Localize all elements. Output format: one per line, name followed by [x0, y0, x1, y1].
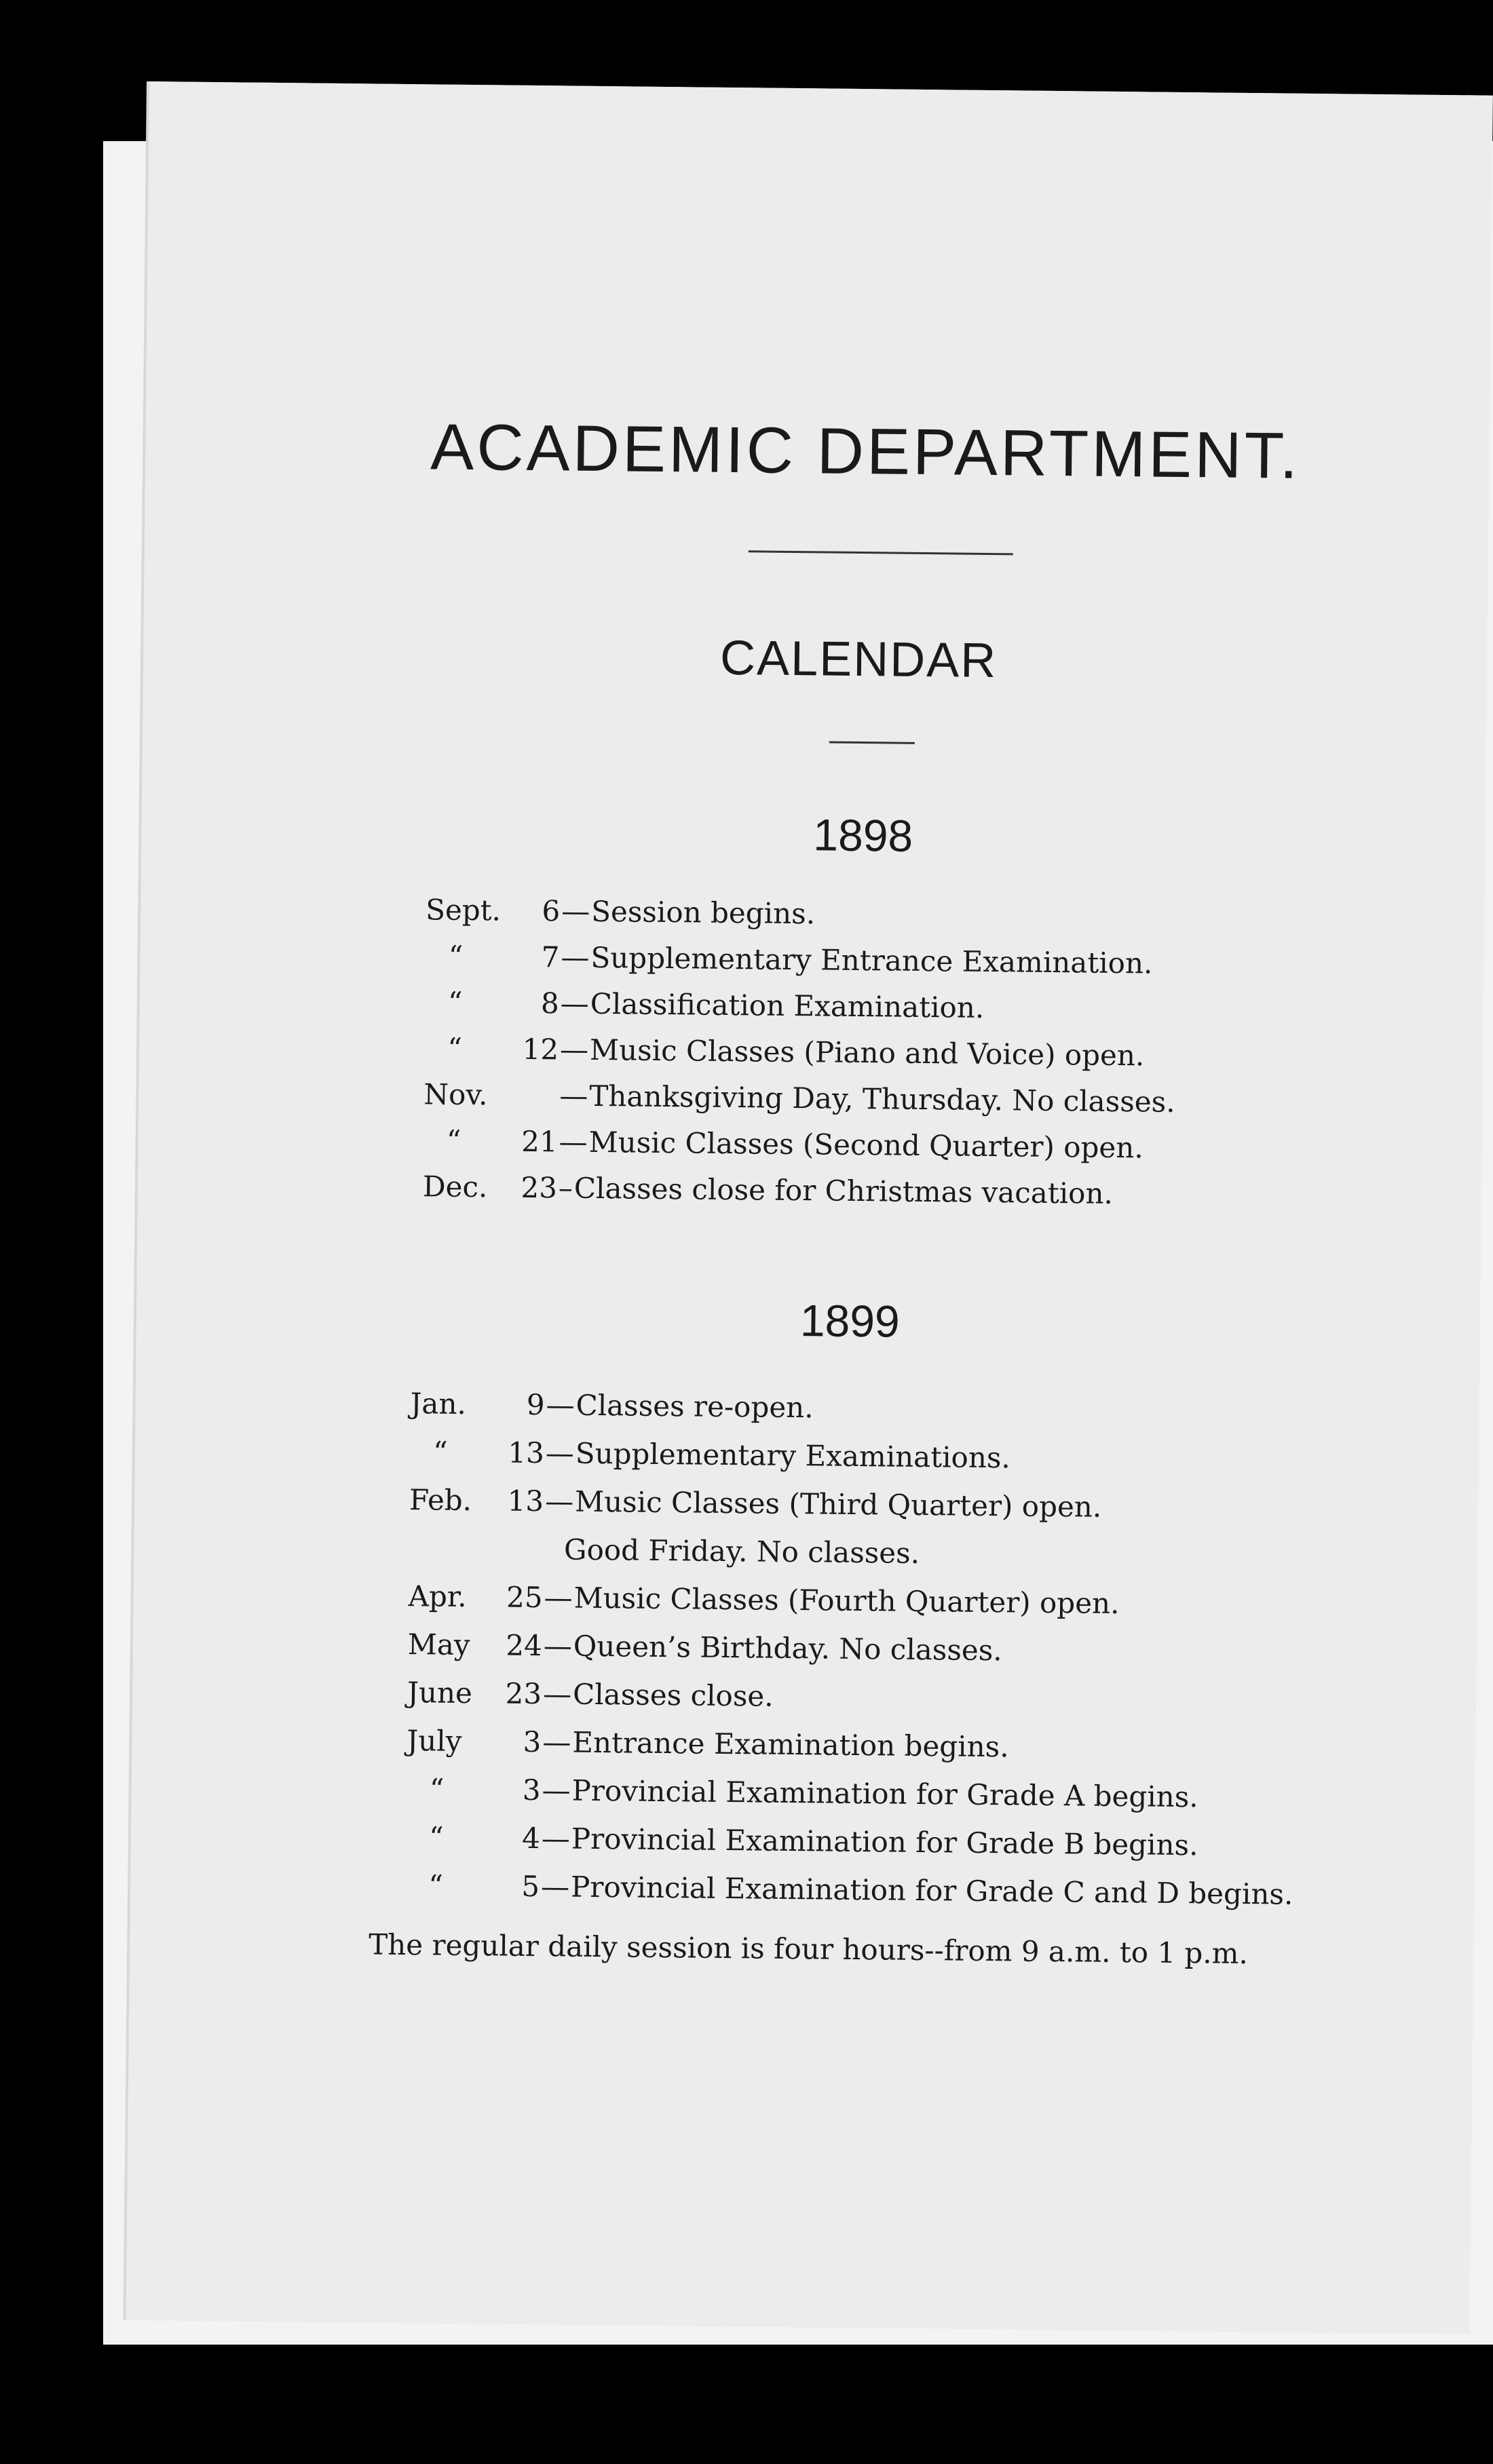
- entry-day: 8: [540, 986, 560, 1020]
- calendar-entry: [409, 1435, 1298, 1493]
- calendar-entry: [426, 893, 1177, 947]
- entry-text: Classes re-open.: [575, 1388, 814, 1425]
- entry-month: Apr.: [408, 1579, 467, 1614]
- entry-dash: —: [541, 1822, 571, 1855]
- entry-dash: —: [561, 894, 590, 928]
- entry-text: Music Classes (Fourth Quarter) open.: [573, 1581, 1120, 1621]
- entry-text: Queen’s Birthday. No classes.: [573, 1629, 1002, 1668]
- page-title: ACADEMIC DEPARTMENT.: [430, 410, 1301, 493]
- entry-dash: —: [543, 1629, 573, 1663]
- entry-text: Classes close for Christmas vacation.: [573, 1171, 1114, 1210]
- entry-month: Feb.: [409, 1483, 472, 1518]
- entry-day: 13: [508, 1436, 545, 1470]
- entry-text: Music Classes (Second Quarter) open.: [588, 1125, 1144, 1165]
- calendar-entry: [405, 1820, 1293, 1878]
- entry-text: Classes close.: [572, 1677, 774, 1713]
- calendar-entry: [407, 1676, 1296, 1733]
- entry-month: May: [407, 1628, 470, 1662]
- entry-text: Provincial Examination for Grade A begins.: [571, 1773, 1198, 1814]
- entry-dash: —: [559, 1033, 589, 1066]
- entry-dash: —: [546, 1388, 575, 1422]
- entry-day: 5: [521, 1869, 540, 1904]
- entry-day: 12: [522, 1032, 559, 1066]
- entry-text: Entrance Examination begins.: [572, 1725, 1009, 1764]
- entry-text: Thanksgiving Day, Thursday. No classes.: [589, 1079, 1175, 1119]
- entry-day: 25: [506, 1580, 543, 1615]
- entry-month: “: [429, 1772, 445, 1806]
- entry-month: Jan.: [410, 1387, 467, 1421]
- entry-month: “: [432, 1435, 448, 1469]
- entry-day: 3: [522, 1773, 541, 1807]
- calendar-entry: [425, 939, 1177, 993]
- calendar-entry: [407, 1724, 1295, 1782]
- entry-text: Supplementary Examinations.: [575, 1436, 1011, 1475]
- entry-dash: —: [542, 1677, 572, 1711]
- entry-dash: —: [544, 1581, 573, 1615]
- calendar-entry: [409, 1531, 1297, 1589]
- entry-text: Good Friday. No classes.: [563, 1533, 920, 1571]
- calendar-entry: [408, 1579, 1296, 1637]
- calendar-entry: [423, 1123, 1175, 1178]
- calendar-entry: [423, 1170, 1175, 1224]
- entry-text: Provincial Examination for Grade C and D begins.: [570, 1870, 1293, 1911]
- entry-dash: —: [559, 1125, 588, 1159]
- page-content: [126, 81, 1492, 2334]
- entry-month: “: [428, 1868, 444, 1902]
- entry-day: 3: [523, 1725, 542, 1759]
- calendar-entry: [424, 985, 1176, 1039]
- calendar-entries-1899: [405, 1387, 1298, 1926]
- entry-day: 13: [507, 1484, 544, 1518]
- entry-day: 21: [521, 1124, 558, 1159]
- entry-dash: –: [558, 1171, 573, 1205]
- entry-day: 9: [526, 1387, 545, 1422]
- entry-month: Dec.: [422, 1170, 488, 1204]
- calendar-heading: CALENDAR: [719, 630, 998, 689]
- calendar-divider: [829, 742, 915, 744]
- entry-dash: —: [540, 1870, 570, 1904]
- entry-day: [501, 1559, 543, 1560]
- entry-month: “: [446, 1123, 461, 1157]
- entry-dash: [543, 1533, 564, 1566]
- calendar-entry: [405, 1868, 1293, 1926]
- entry-day: 24: [506, 1628, 543, 1663]
- entry-month: Sept.: [425, 893, 502, 927]
- year-heading: 1899: [799, 1295, 901, 1347]
- entry-month: July: [407, 1724, 462, 1758]
- entry-month: “: [447, 985, 463, 1019]
- calendar-entry: [407, 1628, 1296, 1685]
- calendar-entry: [410, 1387, 1298, 1444]
- entry-day: 23: [505, 1676, 542, 1711]
- entry-dash: —: [545, 1436, 575, 1470]
- entry-day: 23: [521, 1170, 558, 1205]
- entry-dash: —: [542, 1773, 571, 1807]
- title-divider: [749, 550, 1013, 555]
- entry-text: Music Classes (Third Quarter) open.: [574, 1484, 1102, 1524]
- calendar-entry: [423, 1077, 1175, 1132]
- entry-month: Nov.: [423, 1077, 488, 1112]
- session-hours-note: The regular daily session is four hours--from 9 a.m. to 1 p.m.: [368, 1927, 1249, 1971]
- entry-month: “: [447, 1031, 463, 1065]
- entry-month: “: [448, 939, 464, 973]
- entry-dash: —: [542, 1725, 571, 1759]
- calendar-entry: [406, 1772, 1294, 1830]
- entry-text: Session begins.: [590, 894, 816, 931]
- calendar-entries-1898: [423, 893, 1177, 1224]
- document-page: [126, 81, 1492, 2334]
- entry-text: Classification Examination.: [590, 986, 985, 1024]
- entry-day: 4: [521, 1821, 541, 1855]
- entry-dash: —: [544, 1484, 574, 1518]
- entry-day: 6: [542, 894, 561, 928]
- entry-text: Supplementary Entrance Examination.: [590, 940, 1153, 980]
- calendar-entry: [409, 1483, 1298, 1541]
- year-heading: 1898: [813, 809, 913, 861]
- entry-day: [516, 1105, 558, 1106]
- entry-text: Provincial Examination for Grade B begins.: [571, 1822, 1198, 1862]
- entry-month: “: [428, 1820, 444, 1854]
- entry-dash: —: [561, 940, 590, 974]
- entry-dash: —: [559, 1079, 588, 1113]
- entry-dash: —: [560, 986, 590, 1020]
- entry-day: 7: [541, 940, 560, 974]
- calendar-entry: [424, 1031, 1176, 1085]
- entry-text: Music Classes (Piano and Voice) open.: [589, 1033, 1145, 1073]
- entry-month: June: [407, 1676, 473, 1710]
